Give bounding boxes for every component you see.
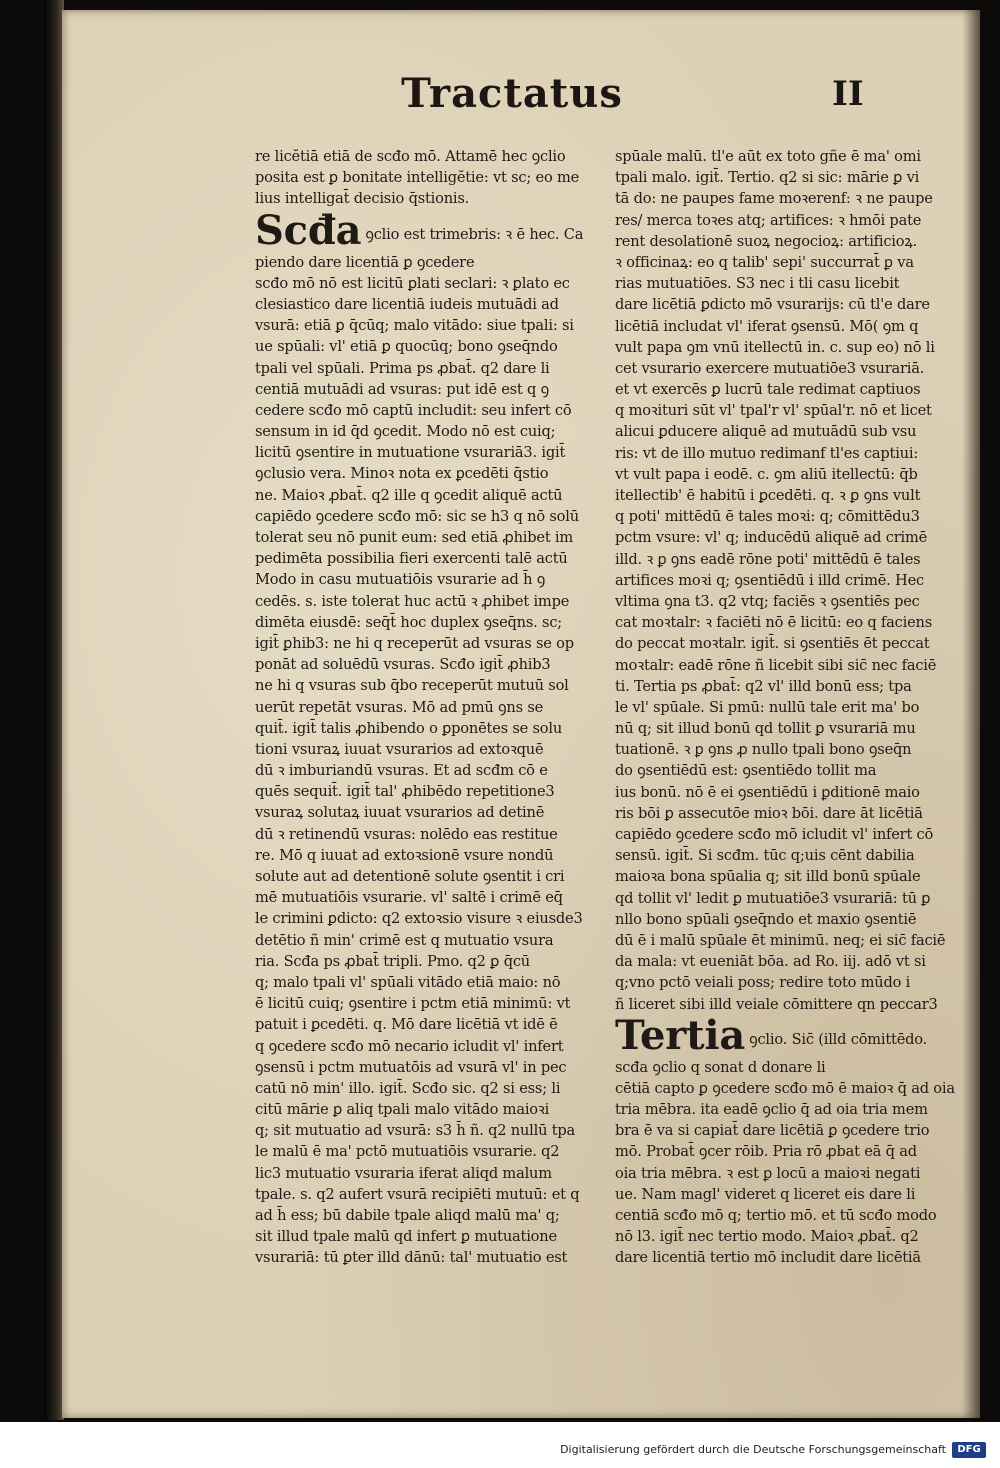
text-line: rent desolationē suoꝝ negocioꝝ: artificioꝝ.	[615, 232, 918, 250]
text-line: scđo mō nō est licitū ꝑlati seclari: ꝛ ꝑlato ec	[255, 274, 570, 292]
text-line: do ꝯsentiēdū est: ꝯsentiēdo tollit ma	[615, 762, 877, 780]
text-line: moꝛtalr: eadē rōne ñ licebit sibi sic̄ nec faciē	[615, 656, 937, 674]
text-line: artifices moꝛi q; ꝯsentiēdū i illd crimē. Hec	[615, 571, 924, 589]
folio-number: II	[832, 74, 864, 114]
text-line: vt vult papa i eodē. c. ꝯm aliū itellectū: q̄b	[615, 465, 918, 483]
text-line: clesiastico dare licentiā iudeis mutuādi ad	[255, 295, 559, 313]
text-line: sensū. igit̄. Si scđm. tūc q;uis cēnt dabilia	[615, 847, 915, 865]
text-line: dare licentiā tertio mō includit dare licētiā	[615, 1249, 921, 1267]
text-line: tolerat seu nō punit eum: sed etiā ꝓhibet im	[255, 529, 574, 546]
text-line: licitū ꝯsentire in mutuatione vsurariā3. igit̄	[255, 444, 566, 462]
text-line: sensum in id q̄d ꝯcedit. Modo nō est cuiq;	[255, 423, 556, 441]
text-column-left	[255, 146, 601, 1269]
text-line: cedēs. s. iste tolerat huc actū ꝛ ꝓhibet impe	[255, 592, 570, 610]
text-line: tpale. s. q2 aufert vsurā recipiēti mutuū: et q	[255, 1185, 580, 1203]
text-line: dare licētiā ꝑdicto mō vsurarijs: cū tl'e dare	[615, 296, 930, 314]
text-line: le vl' spūale. Si pmū: nullū tale erit ma' bo	[615, 698, 920, 716]
text-line: tuationē. ꝛ ꝑ ꝯns ꝓ nullo tpali bono ꝯseq̄n	[615, 741, 912, 759]
display-initial-line	[615, 1011, 961, 1059]
text-line: ria. Scđa ps ꝓbat̄ tripli. Pmo. q2 ꝑ q̄cū	[255, 952, 531, 970]
text-line: sit illud tpale malū qd infert ꝑ mutuatione	[255, 1228, 557, 1246]
text-line: ue. Nam magl' videret q liceret eis dare li	[615, 1185, 916, 1203]
text-line: qd tollit vl' ledit ꝑ mutuatiōe3 vsurariā: tū ꝑ	[615, 889, 931, 907]
text-line: et vt exercēs ꝑ lucrū tale redimat captiuos	[615, 381, 921, 399]
text-line: tpali malo. igit̄. Tertio. q2 si sic: mārie ꝑ vi	[615, 169, 920, 187]
text-line: vltima ꝯna t3. q2 vtq; faciēs ꝛ ꝯsentiēs pec	[615, 592, 920, 610]
text-line: piendo dare licentiā ꝑ ꝯcedere	[255, 253, 475, 271]
text-line: le malū ē ma' pctō mutuatiōis vsurarie. q2	[255, 1143, 560, 1161]
text-line: le crimini ꝑdicto: q2 extoꝛsio visure ꝛ eiusde3	[255, 910, 583, 928]
text-line: solute aut ad detentionē solute ꝯsentit i cri	[255, 868, 565, 885]
text-line: ris: vt de illo mutuo redimanf tl'es captiui:	[615, 444, 919, 462]
text-line: ti. Tertia ps ꝓbat̄: q2 vl' illd bonū ess; tpa	[615, 677, 912, 695]
text-line: pctm vsure: vl' q; inducēdū aliquē ad crimē	[615, 529, 928, 547]
text-line: ue spūali: vl' etiā ꝑ quocūq; bono ꝯseq̄ndo	[255, 338, 558, 356]
text-line: Modo in casu mutuatiōis vsurarie ad h̄ ꝯ	[255, 571, 546, 589]
text-line: mō. Probat̄ ꝯcer rōib. Pria rō ꝓbat eā q̄ ad	[615, 1143, 917, 1161]
text-line: vsuraꝝ solutaꝝ iuuat vsurarios ad detinē	[255, 804, 545, 822]
text-line: alicui ꝑducere aliquē ad mutuādū sub vsu	[615, 423, 917, 441]
initial-line-rest: ꝯclio est trimebris: ꝛ ē hec. Ca	[365, 225, 584, 243]
text-line: tria mēbra. ita eadē ꝯclio q̄ ad oia tria mem	[615, 1101, 928, 1119]
running-title: Tractatus	[401, 70, 623, 117]
text-line: illd. ꝛ ꝑ ꝯns eadē rōne poti' mittēdū ē tales	[615, 550, 921, 568]
text-line: quit̄. igit̄ talis ꝓhibendo o ꝑponētes se solu	[255, 719, 563, 737]
text-line: capiēdo ꝯcedere scđo mō: sic se h3 q nō solū	[255, 507, 579, 525]
text-line: da mala: vt eueniāt bōa. ad Ro. iij. adō vt si	[615, 953, 926, 971]
text-line: q poti' mittēdū ē tales moꝛi: q; cōmittēdu3	[615, 508, 920, 526]
text-line: dū ē i malū spūale ēt minimū. neq; ei sic̄ faciē	[615, 931, 946, 949]
text-line: licētiā includat vl' iferat ꝯsensū. Mō( ꝯm q	[615, 317, 919, 335]
initial-line-rest: ꝯclio. Sic̄ (illd cōmittēdo.	[749, 1030, 928, 1048]
text-line: ñ liceret sibi illd veiale cōmittere qn peccar3	[615, 995, 938, 1013]
text-line: lic3 mutuatio vsuraria iferat aliqd malum	[255, 1164, 552, 1182]
text-line: ne. Maioꝛ ꝓbat̄. q2 ille q ꝯcedit aliquē actū	[255, 486, 563, 504]
text-line: ponāt ad soluēdū vsuras. Scđo igit̄ ꝓhib3	[255, 656, 551, 674]
text-line: spūale malū. tl'e aūt ex toto gñe ē ma' omi	[615, 148, 921, 165]
text-line: ꝯsensū i pctm mutuatōis ad vsurā vl' in pec	[255, 1058, 567, 1076]
text-line: bra ē va si capiat̄ dare licētiā ꝑ ꝯcedere trio	[615, 1122, 930, 1140]
text-line: q moꝛituri sūt vl' tpal'r vl' spūal'r. nō et licet	[615, 402, 932, 420]
text-line: tpali vel spūali. Prima ps ꝓbat̄. q2 dare li	[255, 359, 550, 377]
text-line: tioni vsuraꝝ iuuat vsurarios ad extoꝛquē	[255, 740, 544, 758]
text-line: vsurā: etiā ꝑ q̄cūq; malo vitādo: siue tpali: si	[255, 317, 574, 335]
display-initial-line	[255, 206, 601, 254]
scan-gutter	[44, 0, 64, 1420]
text-line: oia tria mēbra. ꝛ est ꝑ locū a maioꝛi negati	[615, 1164, 921, 1182]
text-line: cet vsurario exercere mutuatiōe3 vsurariā.	[615, 359, 925, 377]
text-line: pedimēta possibilia fieri exercenti talē actū	[255, 550, 568, 568]
text-line: ē licitū cuiq; ꝯsentire i pctm etiā minimū: vt	[255, 995, 571, 1013]
text-line: q;vno pctō veiali poss; redire toto mūdo i	[615, 974, 911, 992]
text-line: itellectib' ē habitū i ꝑcedēti. q. ꝛ ꝑ ꝯns vult	[615, 487, 921, 504]
text-line: nū q; sit illud bonū qd tollit ꝑ vsurariā mu	[615, 720, 916, 738]
text-line: detētio ñ min' crimē est q mutuatio vsura	[255, 931, 554, 949]
text-line: rias mutuatiōes. S3 nec i tli casu licebit	[615, 275, 900, 293]
text-line: maioꝛa bona spūalia q; sit illd bonū spūale	[615, 868, 921, 886]
text-line: citū mārie ꝑ aliq tpali malo vitādo maioꝛi	[255, 1101, 550, 1119]
text-line: nllo bono spūali ꝯseq̄ndo et maxio ꝯsentiē	[615, 910, 917, 928]
text-line: posita est ꝑ bonitate intelligĕtie: vt sc; eo me	[255, 169, 580, 187]
dfg-logo: DFG	[952, 1442, 986, 1458]
text-line: ius bonū. nō ē ei ꝯsentiēdū i ꝑditionē maio	[615, 783, 920, 801]
text-line: uerūt repetāt vsuras. Mō ad pmū ꝯns se	[255, 698, 544, 716]
display-initial: Tertia	[615, 1011, 746, 1059]
text-line: patuit i ꝑcedēti. q. Mō dare licētiā vt idē ē	[255, 1016, 558, 1034]
text-line: mē mutuatiōis vsurarie. vl' saltē i crimē eq̄	[255, 889, 563, 907]
text-line: q; malo tpali vl' spūali vitādo etiā maio: nō	[255, 973, 561, 991]
text-line: catū nō min' illo. igit̄. Scđo sic. q2 si ess; li	[255, 1079, 561, 1097]
text-line: scđa ꝯclio q sonat d donare li	[615, 1058, 826, 1076]
text-line: ad h̄ ess; bū dabile tpale aliqd malū ma' q;	[255, 1207, 560, 1224]
page-edge-shadow	[962, 10, 980, 1418]
text-line: igit̄ ꝑhib3: ne hi q receperūt ad vsuras se op	[255, 634, 574, 652]
text-line: quēs sequit̄. igit̄ tal' ꝓhibēdo repetitione3	[255, 783, 555, 801]
text-line: ꝯclusio vera. Minoꝛ nota ex ꝑcedēti q̄stio	[255, 465, 549, 483]
text-line: ꝛ officinaꝝ: eo q talib' sepi' succurrat̄ ꝑ va	[615, 253, 914, 271]
text-line: ne hi q vsuras sub q̄bo receperūt mutuū sol	[255, 677, 569, 695]
digitization-credit: Digitalisierung gefördert durch die Deutsche Forschungsgemeinschaft	[560, 1443, 946, 1456]
display-initial: Scđa	[255, 206, 362, 254]
text-line: dū ꝛ imburiandū vsuras. Et ad scđm cō e	[255, 762, 548, 780]
text-line: res/ merca toꝛes atq; artifices: ꝛ hmōi pate	[615, 211, 922, 229]
text-line: centiā scđo mō q; tertio mō. et tū scđo modo	[615, 1207, 937, 1224]
text-line: dū ꝛ retinendū vsuras: nolēdo eas restitue	[255, 825, 558, 843]
text-line: tā do: ne paupes fame moꝛerenf: ꝛ ne paupe	[615, 190, 933, 208]
text-line: vult papa ꝯm vnū itellectū in. c. sup eo) nō li	[615, 338, 935, 356]
text-line: nō l3. igit̄ nec tertio modo. Maioꝛ ꝓbat̄. q2	[615, 1228, 919, 1246]
text-line: q; sit mutuatio ad vsurā: s3 h̄ ñ. q2 nullū tpa	[255, 1122, 576, 1140]
text-line: do peccat moꝛtalr. igit̄. si ꝯsentiēs ēt peccat	[615, 635, 930, 653]
text-line: cat moꝛtalr: ꝛ faciēti nō ē licitū: eo q faciens	[615, 614, 932, 632]
text-line: dimēta eiusdē: seq̄t̄ hoc duplex ꝯseq̄ns. sc;	[255, 613, 563, 631]
text-line: vsurariā: tū ꝑter illd dānū: tal' mutuatio est	[255, 1249, 568, 1267]
text-line: re. Mō q iuuat ad extoꝛsionē vsure nondū	[255, 846, 554, 864]
footer-bar	[0, 1422, 1000, 1468]
text-line: re licĕtiā etiā de scđo mō. Attamē hec ꝯclio	[255, 148, 566, 165]
text-line: capiēdo ꝯcedere scđo mō icludit vl' infert cō	[615, 826, 934, 843]
text-line: ris bōi ꝑ assecutōe mioꝛ bōi. dare āt licētiā	[615, 804, 923, 822]
text-line: q ꝯcedere scđo mō necario icludit vl' infert	[255, 1037, 564, 1055]
text-line: cētiā capto ꝑ ꝯcedere scđo mō ē maioꝛ q̄ ad oia	[615, 1079, 955, 1097]
text-line: centiā mutuādi ad vsuras: put idē est q ꝯ	[255, 380, 549, 398]
text-line: cedere scđo mō captū includit: seu infert cō	[255, 401, 572, 419]
text-line: lius intelligat̄ decisio q̄stionis.	[255, 190, 470, 208]
text-column-right	[615, 146, 961, 1269]
